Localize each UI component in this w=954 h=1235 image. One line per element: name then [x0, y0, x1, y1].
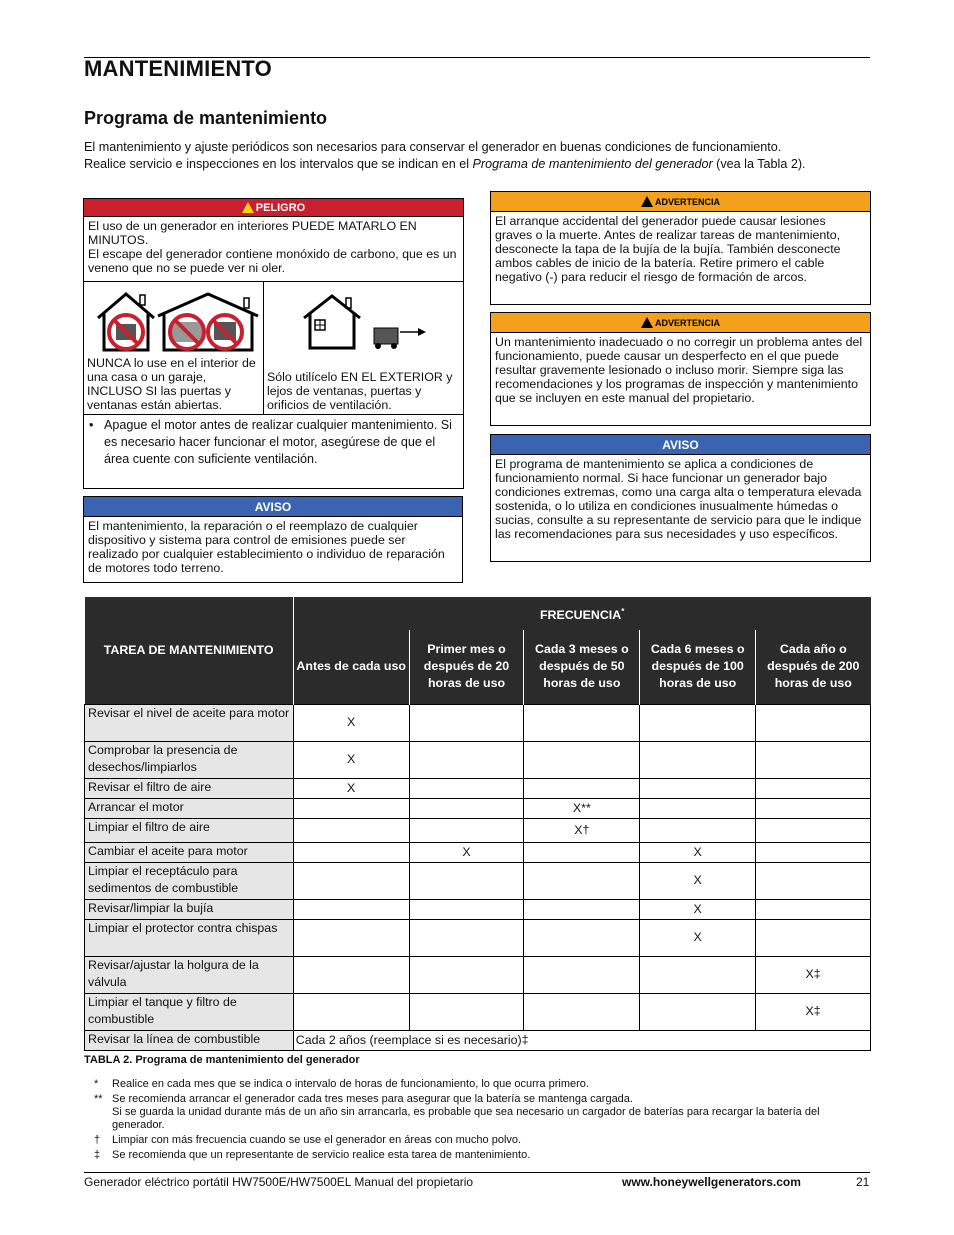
- frequency-cell: X: [640, 862, 756, 899]
- intro-paragraph: [84, 139, 874, 173]
- frequency-cell: [409, 919, 524, 956]
- footnote: [94, 1149, 864, 1162]
- footnote-mark: **: [94, 1093, 103, 1105]
- task-cell: Arrancar el motor: [85, 798, 294, 818]
- col-header-3: Cada 6 meses o después de 100 horas de uso: [640, 630, 756, 704]
- task-cell: Revisar el filtro de aire: [85, 778, 294, 798]
- advertencia2-text: Un mantenimiento inadecuado o no corregir un problema antes del funcionamiento, puede causar un desperfecto en el que puede resultar gravemente lesionado o incluso morir. Siempre siga las recomendaciones y los programas de inspección y mantenimiento que se incluyen en este manual del propietario.: [495, 335, 863, 405]
- frequency-cell: X: [293, 704, 409, 741]
- section-title: Programa de mantenimiento: [84, 108, 328, 128]
- frequency-header: [293, 597, 870, 630]
- footnote: [94, 1134, 864, 1147]
- aviso-left-box: [83, 496, 463, 583]
- frequency-cell: X‡: [756, 993, 871, 1030]
- table-row: [85, 778, 871, 798]
- aviso-left-header: [84, 497, 462, 517]
- peligro-bullet: [84, 415, 463, 468]
- frequency-cell: X†: [524, 818, 640, 842]
- peligro-label: PELIGRO: [255, 201, 306, 214]
- frequency-cell: [524, 842, 640, 862]
- frequency-cell: [524, 919, 640, 956]
- frequency-cell: X**: [524, 798, 640, 818]
- pictogram-outdoor-allowed: [263, 282, 463, 414]
- frequency-span-cell: Cada 2 años (reemplace si es necesario)‡: [293, 1030, 870, 1050]
- frequency-cell: [524, 704, 640, 741]
- table-row: [85, 956, 871, 993]
- maintenance-table: [84, 597, 871, 1051]
- frequency-cell: [293, 798, 409, 818]
- frequency-cell: [409, 741, 524, 778]
- footer-left-text: Generador eléctrico portátil HW7500E/HW7500EL Manual del propietario: [84, 1175, 474, 1189]
- task-cell: Limpiar el receptáculo para sedimentos de combustible: [85, 862, 294, 899]
- advertencia1-box: [490, 191, 871, 305]
- footnote: [94, 1106, 864, 1131]
- advertencia1-header: [491, 192, 870, 212]
- task-header: TAREA DE MANTENIMIENTO: [85, 597, 294, 704]
- aviso-right-box: [490, 434, 871, 562]
- table-row: [85, 919, 871, 956]
- frequency-cell: [524, 993, 640, 1030]
- intro-line1: El mantenimiento y ajuste periódicos son necesarios para conservar el generador en buenas condiciones de funcionamiento.: [84, 140, 782, 154]
- frequency-cell: [640, 704, 756, 741]
- task-cell: Limpiar el protector contra chispas: [85, 919, 294, 956]
- frequency-cell: [524, 778, 640, 798]
- frequency-cell: [756, 842, 871, 862]
- footnote: [94, 1078, 864, 1091]
- peligro-text: [84, 217, 463, 281]
- frequency-header-mark: *: [621, 606, 625, 616]
- table-row: [85, 798, 871, 818]
- frequency-cell: [524, 741, 640, 778]
- warning-triangle-icon: [641, 196, 653, 207]
- table-row: [85, 899, 871, 919]
- frequency-cell: [756, 899, 871, 919]
- frequency-cell: X: [293, 741, 409, 778]
- frequency-cell: [409, 704, 524, 741]
- advertencia2-label: ADVERTENCIA: [654, 317, 720, 328]
- frequency-cell: X‡: [756, 956, 871, 993]
- frequency-cell: [640, 778, 756, 798]
- advertencia2-box: [490, 312, 871, 426]
- frequency-cell: [409, 899, 524, 919]
- frequency-cell: [756, 778, 871, 798]
- pictogram-indoor-prohibited: [84, 282, 263, 414]
- frequency-cell: [524, 956, 640, 993]
- footer-url: www.honeywellgenerators.com: [622, 1175, 801, 1189]
- aviso-right-header: [491, 435, 870, 455]
- frequency-cell: [409, 993, 524, 1030]
- frequency-cell: [640, 956, 756, 993]
- bullet-dot: •: [89, 418, 94, 432]
- task-cell: Revisar la línea de combustible: [85, 1030, 294, 1050]
- house-garage-prohibited-icon: [94, 288, 272, 358]
- task-cell: Cambiar el aceite para motor: [85, 842, 294, 862]
- frequency-cell: X: [640, 842, 756, 862]
- peligro-text1: El uso de un generador en interiores PUEDE MATARLO EN MINUTOS.: [88, 219, 417, 247]
- table-row: [85, 741, 871, 778]
- warning-triangle-icon: [641, 317, 653, 328]
- frequency-cell: [640, 798, 756, 818]
- col-header-1: Primer mes o después de 20 horas de uso: [409, 630, 524, 704]
- frequency-cell: [409, 798, 524, 818]
- house-outdoor-generator-icon: [302, 292, 442, 356]
- footnote-text: Se recomienda arrancar el generador cada tres meses para asegurar que la batería se mantenga cargada.: [112, 1093, 633, 1105]
- col-header-2: Cada 3 meses o después de 50 horas de uso: [524, 630, 640, 704]
- table-row: [85, 1030, 871, 1050]
- frequency-cell: X: [640, 919, 756, 956]
- col-header-0: Antes de cada uso: [293, 630, 409, 704]
- intro-line2b: (vea la Tabla 2).: [712, 157, 806, 171]
- intro-line2-emphasis: Programa de mantenimiento del generador: [472, 157, 713, 171]
- frequency-cell: [293, 956, 409, 993]
- aviso-right-text: El programa de mantenimiento se aplica a condiciones de funcionamiento normal. Si hace funcionar un generador bajo condiciones extremas, como una carga alta o temperatura elevada sostenida, o lo utiliza en condiciones inusualmente húmedas o sucias, consulte a su representante de servicio para que le indique las recomendaciones para sus necesidades y uso específicos.: [495, 457, 862, 541]
- footnote-text: Limpiar con más frecuencia cuando se use el generador en áreas con mucho polvo.: [112, 1134, 522, 1146]
- task-cell: Revisar/limpiar la bujía: [85, 899, 294, 919]
- peligro-pictogram-row: [84, 281, 463, 415]
- frequency-cell: [756, 798, 871, 818]
- frequency-cell: [524, 862, 640, 899]
- table-row: [85, 993, 871, 1030]
- frequency-cell: [293, 842, 409, 862]
- frequency-cell: [409, 956, 524, 993]
- frequency-cell: [409, 778, 524, 798]
- page-title: MANTENIMIENTO: [84, 56, 272, 81]
- footer-page-number: 21: [856, 1175, 870, 1189]
- peligro-bullet-text: Apague el motor antes de realizar cualquier mantenimiento. Si es necesario hacer funcionar el motor, asegúrese de que el área cuente con suficiente ventilación.: [104, 418, 452, 466]
- footnote-text: Realice en cada mes que se indica o intervalo de horas de funcionamiento, lo que ocurra primero.: [112, 1078, 589, 1090]
- frequency-cell: [756, 704, 871, 741]
- footnote-mark: ‡: [94, 1149, 101, 1161]
- frequency-cell: [756, 919, 871, 956]
- footnote-mark: †: [94, 1134, 101, 1146]
- pictogram-right-caption: Sólo utilícelo EN EL EXTERIOR y lejos de ventanas, puertas y orificios de ventilación.: [267, 370, 453, 412]
- frequency-cell: X: [409, 842, 524, 862]
- intro-line2a: Realice servicio e inspecciones en los intervalos que se indican en el: [84, 157, 473, 171]
- frequency-cell: [293, 993, 409, 1030]
- frequency-cell: [409, 862, 524, 899]
- aviso-right-label: AVISO: [662, 437, 699, 452]
- frequency-header-label: FRECUENCIA: [539, 608, 622, 623]
- table-row: [85, 704, 871, 741]
- footnote: [94, 1093, 864, 1106]
- frequency-cell: [293, 862, 409, 899]
- frequency-cell: [756, 862, 871, 899]
- frequency-cell: [524, 899, 640, 919]
- col-header-4: Cada año o después de 200 horas de uso: [756, 630, 871, 704]
- frequency-cell: [640, 818, 756, 842]
- table-row: [85, 818, 871, 842]
- task-cell: Comprobar la presencia de desechos/limpiarlos: [85, 741, 294, 778]
- table-row: [85, 842, 871, 862]
- table-caption: TABLA 2. Programa de mantenimiento del generador: [84, 1054, 360, 1066]
- frequency-cell: [293, 818, 409, 842]
- frequency-cell: X: [640, 899, 756, 919]
- pictogram-left-caption: NUNCA lo use en el interior de una casa o un garaje, INCLUSO SI las puertas y ventanas están abiertas.: [87, 356, 256, 412]
- frequency-cell: [293, 899, 409, 919]
- footnote-text: Si se guarda la unidad durante más de un año sin arrancarla, es probable que sea necesario un cargador de baterías para recargar la batería del generador.: [112, 1106, 820, 1131]
- table-row: [85, 862, 871, 899]
- advertencia2-header: [491, 313, 870, 333]
- frequency-cell: [756, 818, 871, 842]
- frequency-cell: [640, 741, 756, 778]
- footer-rule: [84, 1172, 870, 1173]
- aviso-left-label: AVISO: [254, 499, 292, 514]
- frequency-cell: [293, 919, 409, 956]
- frequency-cell: X: [293, 778, 409, 798]
- footnote-text: Se recomienda que un representante de servicio realice esta tarea de mantenimiento.: [112, 1149, 531, 1161]
- warning-triangle-icon: [242, 202, 254, 213]
- task-cell: Limpiar el tanque y filtro de combustible: [85, 993, 294, 1030]
- aviso-left-text: El mantenimiento, la reparación o el reemplazo de cualquier dispositivo y sistema para control de emisiones puede ser realizado por cualquier establecimiento o individuo de reparación de motores todo terreno.: [88, 519, 445, 575]
- frequency-cell: [756, 741, 871, 778]
- task-cell: Revisar/ajustar la holgura de la válvula: [85, 956, 294, 993]
- task-cell: Revisar el nivel de aceite para motor: [85, 704, 294, 741]
- task-cell: Limpiar el filtro de aire: [85, 818, 294, 842]
- advertencia1-label: ADVERTENCIA: [654, 196, 720, 207]
- peligro-header: [84, 199, 463, 217]
- advertencia1-text: El arranque accidental del generador puede causar lesiones graves o la muerte. Antes de realizar tareas de mantenimiento, desconecte la tapa de la bujía de la bujía. También desconecte ambos cables de inicio de la batería. Retire primero el cable negativo (-) para reducir el riesgo de formación de arcos.: [495, 214, 841, 284]
- frequency-cell: [409, 818, 524, 842]
- peligro-box: [83, 198, 464, 489]
- peligro-text2: El escape del generador contiene monóxido de carbono, que es un veneno que no se puede ver ni oler.: [88, 247, 457, 275]
- frequency-cell: [640, 993, 756, 1030]
- footnote-mark: *: [94, 1078, 99, 1090]
